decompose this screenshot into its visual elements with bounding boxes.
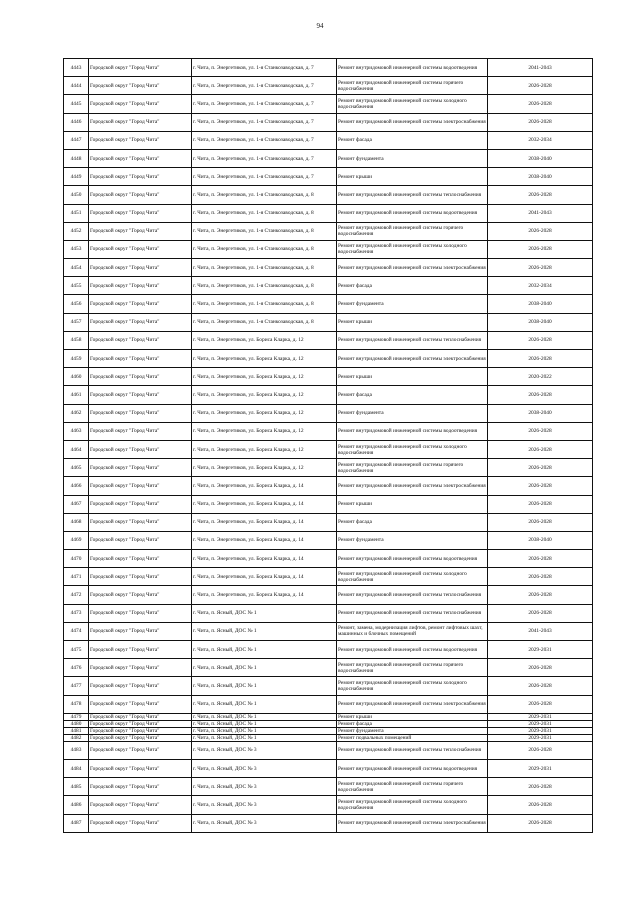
table-row [64,149,593,167]
table-row [64,796,593,814]
table-row [64,77,593,95]
cell-mun: Городской округ "Город Чита" [89,295,192,313]
cell-mun: Городской округ "Город Чита" [89,331,192,349]
table-row [64,641,593,659]
page-number: 94 [316,22,324,30]
cell-work: Ремонт внутридомовой инженерной системы теплоснабжения [337,604,488,622]
cell-work: Ремонт внутридомовой инженерной системы горячего водоснабжения [337,77,488,95]
cell-num: 4484 [64,759,89,777]
cell-mun: Городской округ "Город Чита" [89,368,192,386]
cell-work: Ремонт внутридомовой инженерной системы электроснабжения [337,350,488,368]
cell-work: Ремонт, замена, модернизация лифтов, ремонт лифтовых шахт, машинных и блочных помещений [337,622,488,640]
table-row [64,513,593,531]
cell-period: 2026-2028 [488,386,593,404]
cell-mun: Городской округ "Город Чита" [89,568,192,586]
cell-num: 4477 [64,677,89,695]
cell-addr: г. Чита, п. Энергетиков, ул. Бориса Кларка, д. 12 [192,386,337,404]
cell-work: Ремонт крыши [337,168,488,186]
cell-mun: Городской округ "Город Чита" [89,586,192,604]
cell-period: 2026-2028 [488,695,593,713]
cell-mun: Городской округ "Город Чита" [89,531,192,549]
cell-addr: г. Чита, п. Энергетиков, ул. Бориса Кларка, д. 12 [192,331,337,349]
cell-addr: г. Чита, п. Энергетиков, ул. Бориса Кларка, д. 12 [192,440,337,458]
cell-num: 4473 [64,604,89,622]
cell-work: Ремонт фундамента [337,727,488,734]
cell-mun: Городской округ "Город Чита" [89,149,192,167]
cell-addr: г. Чита, п. Энергетиков, ул. 1-я Станкозаводская, д. 7 [192,113,337,131]
cell-mun: Городской округ "Город Чита" [89,95,192,113]
cell-addr: г. Чита, п. Ясный, ДОС № 3 [192,814,337,832]
table-row [64,495,593,513]
cell-mun: Городской округ "Город Чита" [89,796,192,814]
cell-period: 2026-2028 [488,659,593,677]
cell-addr: г. Чита, п. Энергетиков, ул. 1-я Станкозаводская, д. 8 [192,240,337,258]
cell-period: 2026-2028 [488,604,593,622]
cell-num: 4458 [64,331,89,349]
cell-period: 2026-2028 [488,513,593,531]
table-row [64,659,593,677]
table-row [64,713,593,720]
cell-addr: г. Чита, п. Ясный, ДОС № 1 [192,622,337,640]
cell-work: Ремонт внутридомовой инженерной системы холодного водоснабжения [337,95,488,113]
cell-addr: г. Чита, п. Ясный, ДОС № 1 [192,677,337,695]
cell-work: Ремонт крыши [337,313,488,331]
cell-period: 2026-2028 [488,778,593,796]
cell-num: 4447 [64,131,89,149]
cell-num: 4450 [64,186,89,204]
cell-num: 4468 [64,513,89,531]
cell-num: 4445 [64,95,89,113]
cell-period: 2026-2028 [488,495,593,513]
table-row [64,727,593,734]
cell-period: 2026-2028 [488,186,593,204]
cell-mun: Городской округ "Город Чита" [89,459,192,477]
cell-work: Ремонт крыши [337,368,488,386]
cell-num: 4463 [64,422,89,440]
cell-period: 2041-2043 [488,204,593,222]
table-row [64,741,593,759]
cell-period: 2038-2040 [488,168,593,186]
cell-period: 2026-2028 [488,440,593,458]
cell-addr: г. Чита, п. Энергетиков, ул. 1-я Станкозаводская, д. 7 [192,77,337,95]
table-row [64,59,593,77]
cell-period: 2026-2028 [488,77,593,95]
cell-num: 4452 [64,222,89,240]
cell-addr: г. Чита, п. Ясный, ДОС № 3 [192,759,337,777]
cell-mun: Городской округ "Город Чита" [89,277,192,295]
cell-mun: Городской округ "Город Чита" [89,513,192,531]
cell-num: 4480 [64,720,89,727]
cell-addr: г. Чита, п. Ясный, ДОС № 1 [192,659,337,677]
cell-work: Ремонт внутридомовой инженерной системы водоотведения [337,550,488,568]
cell-addr: г. Чита, п. Ясный, ДОС № 1 [192,604,337,622]
cell-work: Ремонт фундамента [337,404,488,422]
cell-period: 2029-2031 [488,734,593,741]
cell-mun: Городской округ "Город Чита" [89,695,192,713]
cell-mun: Городской округ "Город Чита" [89,477,192,495]
cell-work: Ремонт внутридомовой инженерной системы холодного водоснабжения [337,240,488,258]
table-row [64,95,593,113]
cell-mun: Городской округ "Город Чита" [89,734,192,741]
cell-period: 2029-2031 [488,759,593,777]
cell-addr: г. Чита, п. Энергетиков, ул. Бориса Кларка, д. 12 [192,404,337,422]
cell-work: Ремонт внутридомовой инженерной системы электроснабжения [337,814,488,832]
cell-work: Ремонт внутридомовой инженерной системы теплоснабжения [337,331,488,349]
table-row [64,240,593,258]
cell-work: Ремонт фундамента [337,149,488,167]
cell-mun: Городской округ "Город Чита" [89,622,192,640]
cell-addr: г. Чита, п. Энергетиков, ул. 1-я Станкозаводская, д. 8 [192,186,337,204]
cell-addr: г. Чита, п. Энергетиков, ул. Бориса Кларка, д. 12 [192,459,337,477]
cell-work: Ремонт внутридомовой инженерной системы холодного водоснабжения [337,568,488,586]
cell-mun: Городской округ "Город Чита" [89,240,192,258]
cell-num: 4479 [64,713,89,720]
table-row [64,404,593,422]
cell-work: Ремонт подвальных помещений [337,734,488,741]
table-row [64,695,593,713]
cell-period: 2041-2043 [488,622,593,640]
cell-addr: г. Чита, п. Ясный, ДОС № 1 [192,720,337,727]
cell-period: 2026-2028 [488,422,593,440]
cell-period: 2032-2034 [488,131,593,149]
cell-work: Ремонт внутридомовой инженерной системы водоотведения [337,59,488,77]
cell-mun: Городской округ "Город Чита" [89,713,192,720]
cell-addr: г. Чита, п. Энергетиков, ул. 1-я Станкозаводская, д. 7 [192,168,337,186]
cell-period: 2026-2028 [488,814,593,832]
cell-period: 2038-2040 [488,531,593,549]
cell-addr: г. Чита, п. Энергетиков, ул. 1-я Станкозаводская, д. 8 [192,313,337,331]
cell-mun: Городской округ "Город Чита" [89,386,192,404]
table-row [64,677,593,695]
cell-addr: г. Чита, п. Энергетиков, ул. 1-я Станкозаводская, д. 8 [192,259,337,277]
cell-num: 4454 [64,259,89,277]
cell-period: 2026-2028 [488,459,593,477]
cell-work: Ремонт внутридомовой инженерной системы горячего водоснабжения [337,659,488,677]
table-row [64,459,593,477]
cell-num: 4444 [64,77,89,95]
cell-num: 4466 [64,477,89,495]
cell-period: 2026-2028 [488,95,593,113]
table-row [64,277,593,295]
cell-addr: г. Чита, п. Ясный, ДОС № 1 [192,695,337,713]
cell-addr: г. Чита, п. Энергетиков, ул. Бориса Кларка, д. 14 [192,586,337,604]
cell-period: 2038-2040 [488,295,593,313]
cell-mun: Городской округ "Город Чита" [89,604,192,622]
cell-mun: Городской округ "Город Чита" [89,814,192,832]
cell-period: 2026-2028 [488,350,593,368]
cell-num: 4462 [64,404,89,422]
cell-mun: Городской округ "Город Чита" [89,131,192,149]
cell-work: Ремонт фундамента [337,295,488,313]
cell-mun: Городской округ "Город Чита" [89,77,192,95]
cell-period: 2026-2028 [488,586,593,604]
cell-period: 2020-2022 [488,368,593,386]
table-row [64,259,593,277]
cell-num: 4459 [64,350,89,368]
cell-num: 4474 [64,622,89,640]
cell-addr: г. Чита, п. Энергетиков, ул. 1-я Станкозаводская, д. 7 [192,149,337,167]
cell-work: Ремонт внутридомовой инженерной системы теплоснабжения [337,586,488,604]
cell-period: 2026-2028 [488,677,593,695]
cell-period: 2038-2040 [488,313,593,331]
cell-work: Ремонт внутридомовой инженерной системы электроснабжения [337,259,488,277]
table-row [64,604,593,622]
repair-schedule-table [63,58,593,833]
table-row [64,720,593,727]
table-row [64,477,593,495]
cell-num: 4481 [64,727,89,734]
cell-period: 2026-2028 [488,568,593,586]
cell-work: Ремонт внутридомовой инженерной системы водоотведения [337,204,488,222]
table-row [64,168,593,186]
cell-work: Ремонт внутридомовой инженерной системы холодного водоснабжения [337,440,488,458]
cell-work: Ремонт внутридомовой инженерной системы электроснабжения [337,113,488,131]
cell-num: 4456 [64,295,89,313]
cell-num: 4487 [64,814,89,832]
cell-work: Ремонт фундамента [337,531,488,549]
cell-mun: Городской округ "Город Чита" [89,677,192,695]
table-row [64,422,593,440]
cell-num: 4467 [64,495,89,513]
cell-period: 2029-2031 [488,713,593,720]
table-row [64,814,593,832]
cell-mun: Городской округ "Город Чита" [89,440,192,458]
cell-period: 2026-2028 [488,113,593,131]
cell-period: 2029-2031 [488,641,593,659]
cell-period: 2041-2043 [488,59,593,77]
table-row [64,550,593,568]
cell-period: 2038-2040 [488,149,593,167]
cell-addr: г. Чита, п. Ясный, ДОС № 1 [192,713,337,720]
cell-mun: Городской округ "Город Чита" [89,741,192,759]
cell-work: Ремонт фасада [337,720,488,727]
cell-mun: Городской округ "Город Чита" [89,778,192,796]
cell-mun: Городской округ "Город Чита" [89,720,192,727]
cell-work: Ремонт внутридомовой инженерной системы теплоснабжения [337,186,488,204]
cell-num: 4478 [64,695,89,713]
cell-num: 4453 [64,240,89,258]
cell-work: Ремонт внутридомовой инженерной системы водоотведения [337,759,488,777]
cell-mun: Городской округ "Город Чита" [89,550,192,568]
cell-work: Ремонт внутридомовой инженерной системы теплоснабжения [337,741,488,759]
cell-num: 4448 [64,149,89,167]
cell-period: 2026-2028 [488,796,593,814]
table-row [64,531,593,549]
cell-num: 4471 [64,568,89,586]
cell-period: 2029-2031 [488,720,593,727]
cell-addr: г. Чита, п. Энергетиков, ул. 1-я Станкозаводская, д. 7 [192,131,337,149]
table-body [64,59,593,833]
cell-addr: г. Чита, п. Энергетиков, ул. 1-я Станкозаводская, д. 7 [192,59,337,77]
cell-mun: Городской округ "Город Чита" [89,59,192,77]
cell-work: Ремонт фасада [337,277,488,295]
cell-mun: Городской округ "Город Чита" [89,222,192,240]
table-row [64,295,593,313]
cell-work: Ремонт фасада [337,131,488,149]
cell-work: Ремонт внутридомовой инженерной системы горячего водоснабжения [337,778,488,796]
cell-num: 4469 [64,531,89,549]
table-row [64,734,593,741]
cell-addr: г. Чита, п. Энергетиков, ул. Бориса Кларка, д. 14 [192,477,337,495]
cell-work: Ремонт внутридомовой инженерной системы горячего водоснабжения [337,222,488,240]
cell-num: 4446 [64,113,89,131]
cell-addr: г. Чита, п. Энергетиков, ул. Бориса Кларка, д. 12 [192,422,337,440]
cell-addr: г. Чита, п. Энергетиков, ул. Бориса Кларка, д. 14 [192,568,337,586]
cell-addr: г. Чита, п. Энергетиков, ул. 1-я Станкозаводская, д. 8 [192,295,337,313]
cell-mun: Городской округ "Город Чита" [89,404,192,422]
cell-mun: Городской округ "Город Чита" [89,204,192,222]
table-row [64,131,593,149]
cell-num: 4460 [64,368,89,386]
cell-addr: г. Чита, п. Энергетиков, ул. Бориса Кларка, д. 14 [192,550,337,568]
cell-period: 2026-2028 [488,240,593,258]
cell-mun: Городской округ "Город Чита" [89,422,192,440]
cell-mun: Городской округ "Город Чита" [89,727,192,734]
cell-num: 4482 [64,734,89,741]
cell-num: 4483 [64,741,89,759]
table-row [64,778,593,796]
table-row [64,568,593,586]
cell-work: Ремонт крыши [337,713,488,720]
cell-num: 4449 [64,168,89,186]
cell-period: 2026-2028 [488,259,593,277]
cell-work: Ремонт внутридомовой инженерной системы электроснабжения [337,695,488,713]
cell-mun: Городской округ "Город Чита" [89,350,192,368]
cell-mun: Городской округ "Город Чита" [89,659,192,677]
cell-period: 2026-2028 [488,222,593,240]
cell-num: 4455 [64,277,89,295]
table-row [64,759,593,777]
cell-addr: г. Чита, п. Ясный, ДОС № 1 [192,727,337,734]
cell-work: Ремонт внутридомовой инженерной системы водоотведения [337,641,488,659]
cell-work: Ремонт фасада [337,386,488,404]
cell-addr: г. Чита, п. Энергетиков, ул. 1-я Станкозаводская, д. 8 [192,222,337,240]
cell-num: 4465 [64,459,89,477]
cell-period: 2026-2028 [488,477,593,495]
cell-work: Ремонт внутридомовой инженерной системы горячего водоснабжения [337,459,488,477]
table-row [64,386,593,404]
cell-addr: г. Чита, п. Ясный, ДОС № 3 [192,796,337,814]
table-row [64,350,593,368]
cell-addr: г. Чита, п. Ясный, ДОС № 3 [192,741,337,759]
cell-mun: Городской округ "Город Чита" [89,759,192,777]
cell-mun: Городской округ "Город Чита" [89,168,192,186]
cell-addr: г. Чита, п. Энергетиков, ул. Бориса Кларка, д. 14 [192,495,337,513]
cell-num: 4475 [64,641,89,659]
table-row [64,331,593,349]
cell-addr: г. Чита, п. Энергетиков, ул. Бориса Кларка, д. 12 [192,368,337,386]
cell-num: 4485 [64,778,89,796]
cell-addr: г. Чита, п. Ясный, ДОС № 1 [192,734,337,741]
cell-mun: Городской округ "Город Чита" [89,641,192,659]
table-row [64,113,593,131]
cell-addr: г. Чита, п. Ясный, ДОС № 1 [192,641,337,659]
cell-addr: г. Чита, п. Ясный, ДОС № 3 [192,778,337,796]
cell-period: 2032-2034 [488,277,593,295]
table-row [64,440,593,458]
cell-num: 4461 [64,386,89,404]
table-row [64,186,593,204]
cell-addr: г. Чита, п. Энергетиков, ул. Бориса Кларка, д. 14 [192,513,337,531]
cell-mun: Городской округ "Город Чита" [89,313,192,331]
cell-work: Ремонт фасада [337,513,488,531]
cell-num: 4457 [64,313,89,331]
cell-period: 2038-2040 [488,404,593,422]
cell-work: Ремонт внутридомовой инженерной системы холодного водоснабжения [337,677,488,695]
cell-num: 4476 [64,659,89,677]
cell-period: 2026-2028 [488,331,593,349]
cell-addr: г. Чита, п. Энергетиков, ул. Бориса Кларка, д. 12 [192,350,337,368]
cell-period: 2026-2028 [488,550,593,568]
cell-mun: Городской округ "Город Чита" [89,259,192,277]
cell-num: 4443 [64,59,89,77]
cell-num: 4486 [64,796,89,814]
cell-period: 2026-2028 [488,741,593,759]
cell-addr: г. Чита, п. Энергетиков, ул. 1-я Станкозаводская, д. 8 [192,204,337,222]
cell-num: 4451 [64,204,89,222]
cell-work: Ремонт внутридомовой инженерной системы электроснабжения [337,477,488,495]
cell-num: 4472 [64,586,89,604]
table-row [64,313,593,331]
table-row [64,586,593,604]
cell-addr: г. Чита, п. Энергетиков, ул. Бориса Кларка, д. 14 [192,531,337,549]
table-row [64,622,593,640]
cell-addr: г. Чита, п. Энергетиков, ул. 1-я Станкозаводская, д. 8 [192,277,337,295]
cell-num: 4470 [64,550,89,568]
table-row [64,222,593,240]
cell-work: Ремонт внутридомовой инженерной системы водоотведения [337,422,488,440]
cell-num: 4464 [64,440,89,458]
cell-work: Ремонт внутридомовой инженерной системы холодного водоснабжения [337,796,488,814]
cell-work: Ремонт крыши [337,495,488,513]
cell-mun: Городской округ "Город Чита" [89,113,192,131]
cell-period: 2029-2031 [488,727,593,734]
cell-mun: Городской округ "Город Чита" [89,495,192,513]
cell-addr: г. Чита, п. Энергетиков, ул. 1-я Станкозаводская, д. 7 [192,95,337,113]
table-row [64,204,593,222]
table-row [64,368,593,386]
cell-mun: Городской округ "Город Чита" [89,186,192,204]
